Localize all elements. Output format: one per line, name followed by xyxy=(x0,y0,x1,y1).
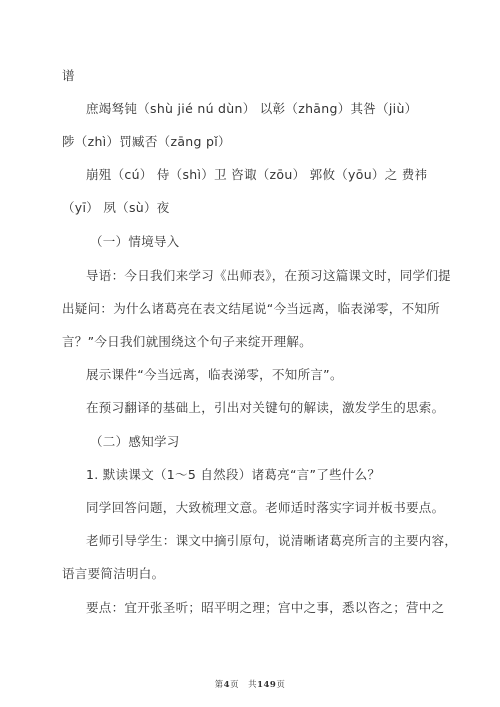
text-line: 语言要简洁明白。 xyxy=(62,566,165,581)
total-page-count: 149 xyxy=(257,680,277,690)
text-line: 要点：宜开张圣听；昭平明之理；宫中之事，悉以咨之；营中之 xyxy=(86,600,445,615)
footer-prefix: 第 xyxy=(214,680,224,690)
text-line: 展示课件“今当远离，临表涕零，不知所言”。 xyxy=(86,367,343,382)
footer-mid: 页 共 xyxy=(230,680,258,690)
text-line: 出疑问：为什么诸葛亮在表文结尾说“今当远离，临表涕零，不知所 xyxy=(62,301,440,316)
section-heading: （二）感知学习 xyxy=(90,434,180,449)
text-line: （yī） 夙（sù）夜 xyxy=(62,200,170,215)
text-line: 言？”今日我们就围绕这个句子来绽开理解。 xyxy=(62,334,312,349)
text-line: 在预习翻译的基础上，引出对关键句的解读，激发学生的思索。 xyxy=(86,400,445,415)
text-line: 庶竭驽钝（shù jié nú dùn） 以彰（zhāng）其咎（jiù） xyxy=(86,101,418,116)
text-line: 导语：今日我们来学习《出师表》，在预习这篇课文时，同学们提 xyxy=(86,268,451,283)
text-line: 谱 xyxy=(62,68,75,83)
text-line: 1. 默读课文（1～5 自然段）诸葛亮“言”了些什么？ xyxy=(86,467,381,482)
text-line: 陟（zhì）罚臧否（zāng pǐ） xyxy=(62,134,231,149)
text-line: 同学回答问题，大致梳理文意。老师适时落实字词并板书要点。 xyxy=(86,500,445,515)
section-heading: （一）情境导入 xyxy=(90,234,180,249)
text-line: 崩殂（cú） 侍（shì）卫 咨诹（zōu） 郭攸（yōu）之 费祎 xyxy=(86,167,428,182)
footer-suffix: 页 xyxy=(276,680,286,690)
current-page-number: 4 xyxy=(223,680,231,690)
text-line: 老师引导学生：课文中摘引原句，说清晰诸葛亮所言的主要内容， xyxy=(86,533,458,548)
page-footer xyxy=(0,678,500,690)
